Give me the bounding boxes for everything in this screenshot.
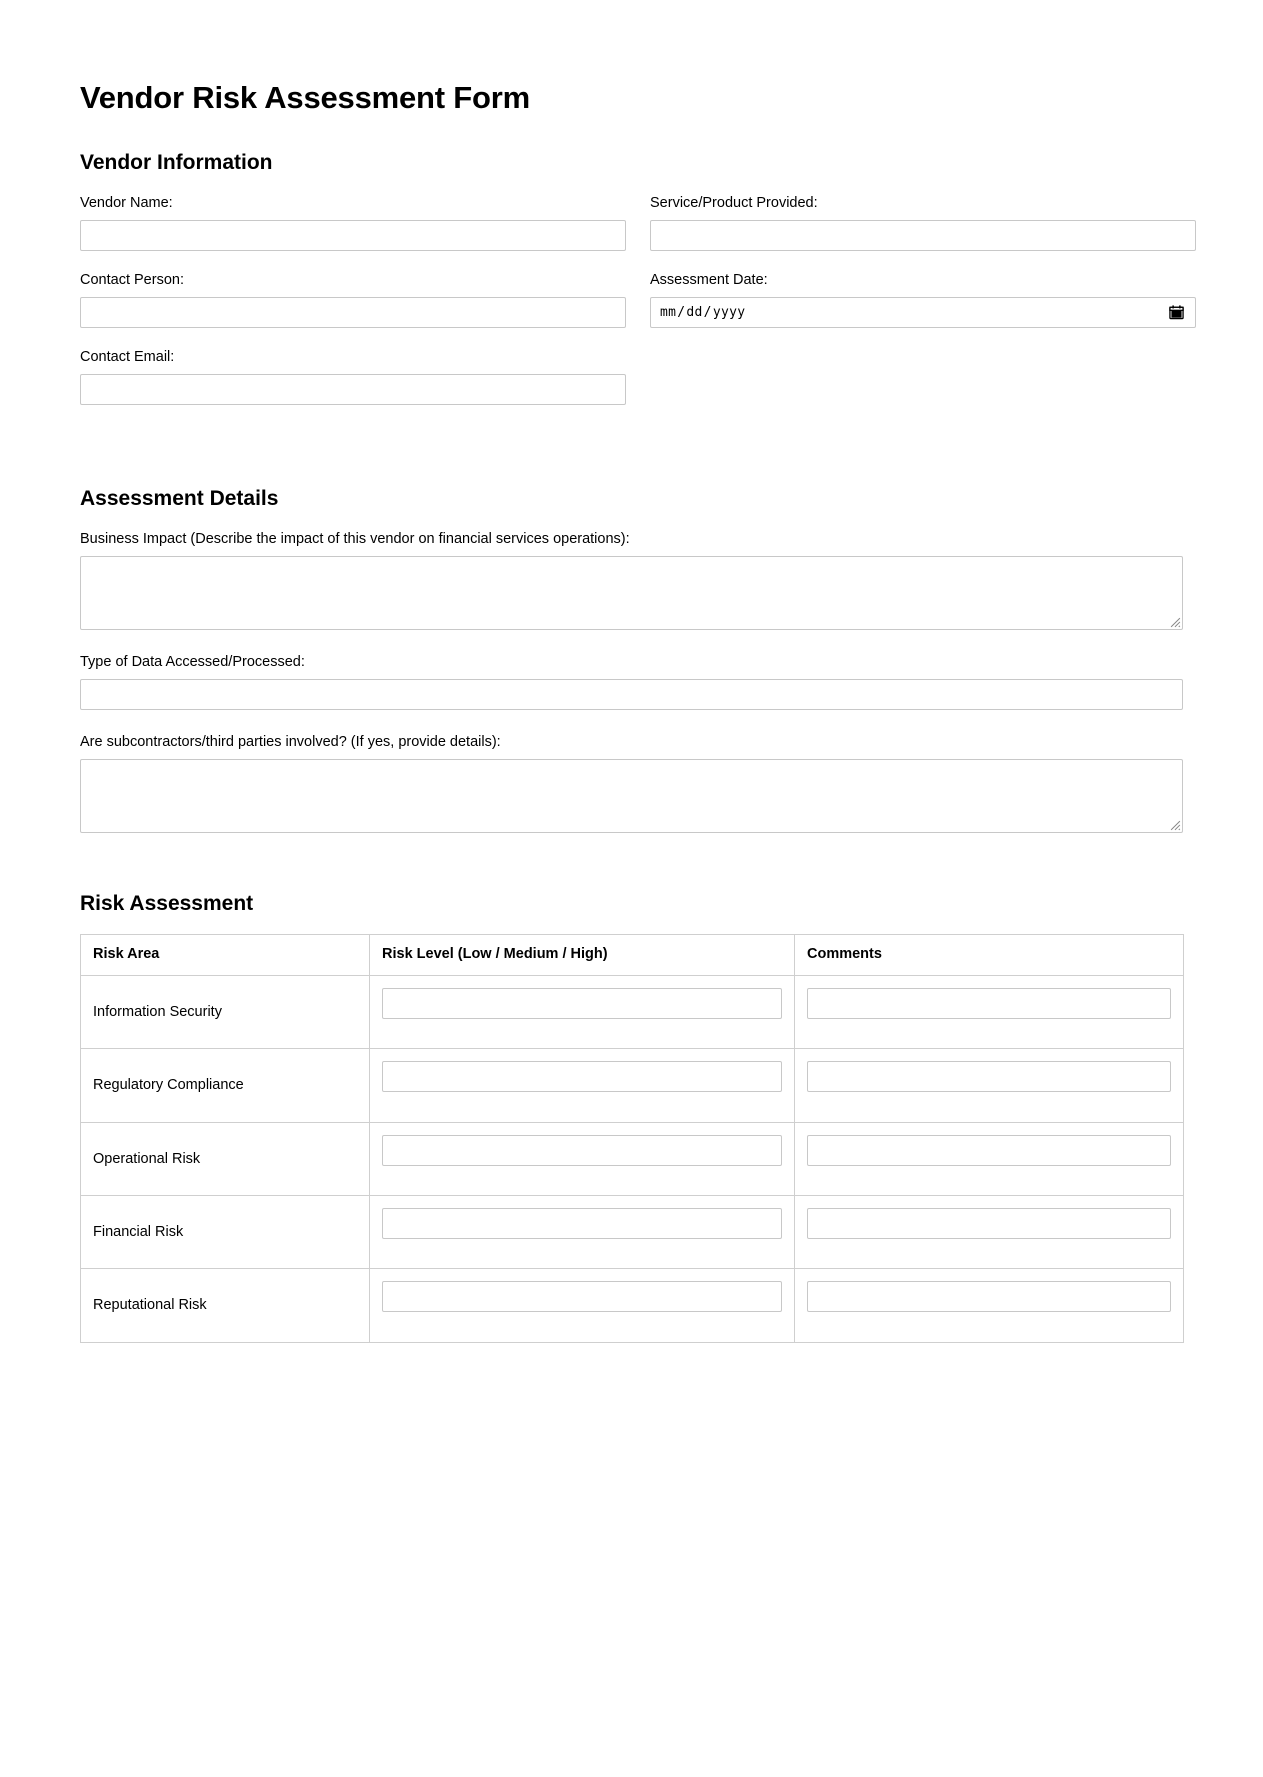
risk-level-cell: [370, 1269, 795, 1342]
field-business-impact: [80, 529, 1183, 630]
vendor-name-input[interactable]: [80, 220, 626, 251]
data-type-input[interactable]: [80, 679, 1183, 710]
column-header-risk-level: Risk Level (Low / Medium / High): [370, 935, 795, 976]
risk-level-cell: [370, 1122, 795, 1195]
risk-area-label: Regulatory Compliance: [81, 1049, 370, 1122]
contact-person-input[interactable]: [80, 297, 626, 328]
contact-email-label: Contact Email:: [80, 348, 175, 365]
comments-cell: [795, 1269, 1184, 1342]
service-product-input[interactable]: [650, 220, 1196, 251]
risk-table-head: [81, 935, 1184, 976]
page-title: Vendor Risk Assessment Form: [80, 80, 531, 115]
table-row: [81, 976, 1184, 1049]
comments-cell: [795, 1122, 1184, 1195]
table-row: [81, 1122, 1184, 1195]
field-vendor-name: [80, 193, 626, 251]
risk-area-label: Information Security: [81, 976, 370, 1049]
risk-level-input-information-security[interactable]: [382, 988, 782, 1019]
comments-cell: [795, 1049, 1184, 1122]
risk-level-input-financial-risk[interactable]: [382, 1208, 782, 1239]
comments-cell: [795, 976, 1184, 1049]
service-product-label: Service/Product Provided:: [650, 194, 818, 211]
assessment-date-label: Assessment Date:: [650, 271, 768, 288]
comments-input-regulatory-compliance[interactable]: [807, 1061, 1171, 1092]
risk-assessment-heading: Risk Assessment: [80, 892, 254, 916]
assessment-date-wrapper: [650, 297, 1196, 328]
risk-area-label: Reputational Risk: [81, 1269, 370, 1342]
risk-level-cell: [370, 1196, 795, 1269]
field-subcontractors: [80, 732, 1183, 833]
risk-level-cell: [370, 976, 795, 1049]
table-row: [81, 1269, 1184, 1342]
data-type-label: Type of Data Accessed/Processed:: [80, 654, 305, 671]
contact-person-label: Contact Person:: [80, 271, 184, 288]
comments-input-reputational-risk[interactable]: [807, 1281, 1171, 1312]
risk-assessment-table: [80, 934, 1184, 1342]
subcontractors-wrapper: [80, 759, 1183, 833]
comments-input-operational-risk[interactable]: [807, 1135, 1171, 1166]
risk-area-label: Financial Risk: [81, 1196, 370, 1269]
business-impact-label: Business Impact (Describe the impact of this vendor on financial services operations):: [80, 531, 630, 548]
business-impact-wrapper: [80, 556, 1183, 630]
field-contact-email: [80, 347, 626, 405]
table-row: [81, 1049, 1184, 1122]
vendor-information-section: [80, 150, 1183, 424]
risk-level-cell: [370, 1049, 795, 1122]
risk-level-input-regulatory-compliance[interactable]: [382, 1061, 782, 1092]
assessment-details-heading: Assessment Details: [80, 486, 279, 510]
risk-assessment-section: [80, 891, 1183, 1343]
column-header-comments: Comments: [795, 935, 1184, 976]
business-impact-textarea[interactable]: [80, 556, 1183, 630]
risk-table-body: [81, 976, 1184, 1342]
assessment-date-input[interactable]: [650, 297, 1196, 328]
subcontractors-label: Are subcontractors/third parties involved? (If yes, provide details):: [80, 734, 501, 751]
risk-table-header-row: [81, 935, 1184, 976]
field-data-type: [80, 652, 1183, 710]
field-contact-person: [80, 270, 626, 328]
vendor-information-heading: Vendor Information: [80, 150, 273, 174]
vendor-information-grid: [80, 193, 1183, 424]
field-assessment-date: [650, 270, 1196, 328]
risk-area-label: Operational Risk: [81, 1122, 370, 1195]
table-row: [81, 1196, 1184, 1269]
subcontractors-textarea[interactable]: [80, 759, 1183, 833]
column-header-risk-area: Risk Area: [81, 935, 370, 976]
assessment-details-section: [80, 486, 1183, 833]
contact-email-input[interactable]: [80, 374, 626, 405]
field-service-product: [650, 193, 1196, 251]
vendor-name-label: Vendor Name:: [80, 194, 173, 211]
comments-cell: [795, 1196, 1184, 1269]
comments-input-financial-risk[interactable]: [807, 1208, 1171, 1239]
risk-level-input-operational-risk[interactable]: [382, 1135, 782, 1166]
comments-input-information-security[interactable]: [807, 988, 1171, 1019]
risk-level-input-reputational-risk[interactable]: [382, 1281, 782, 1312]
